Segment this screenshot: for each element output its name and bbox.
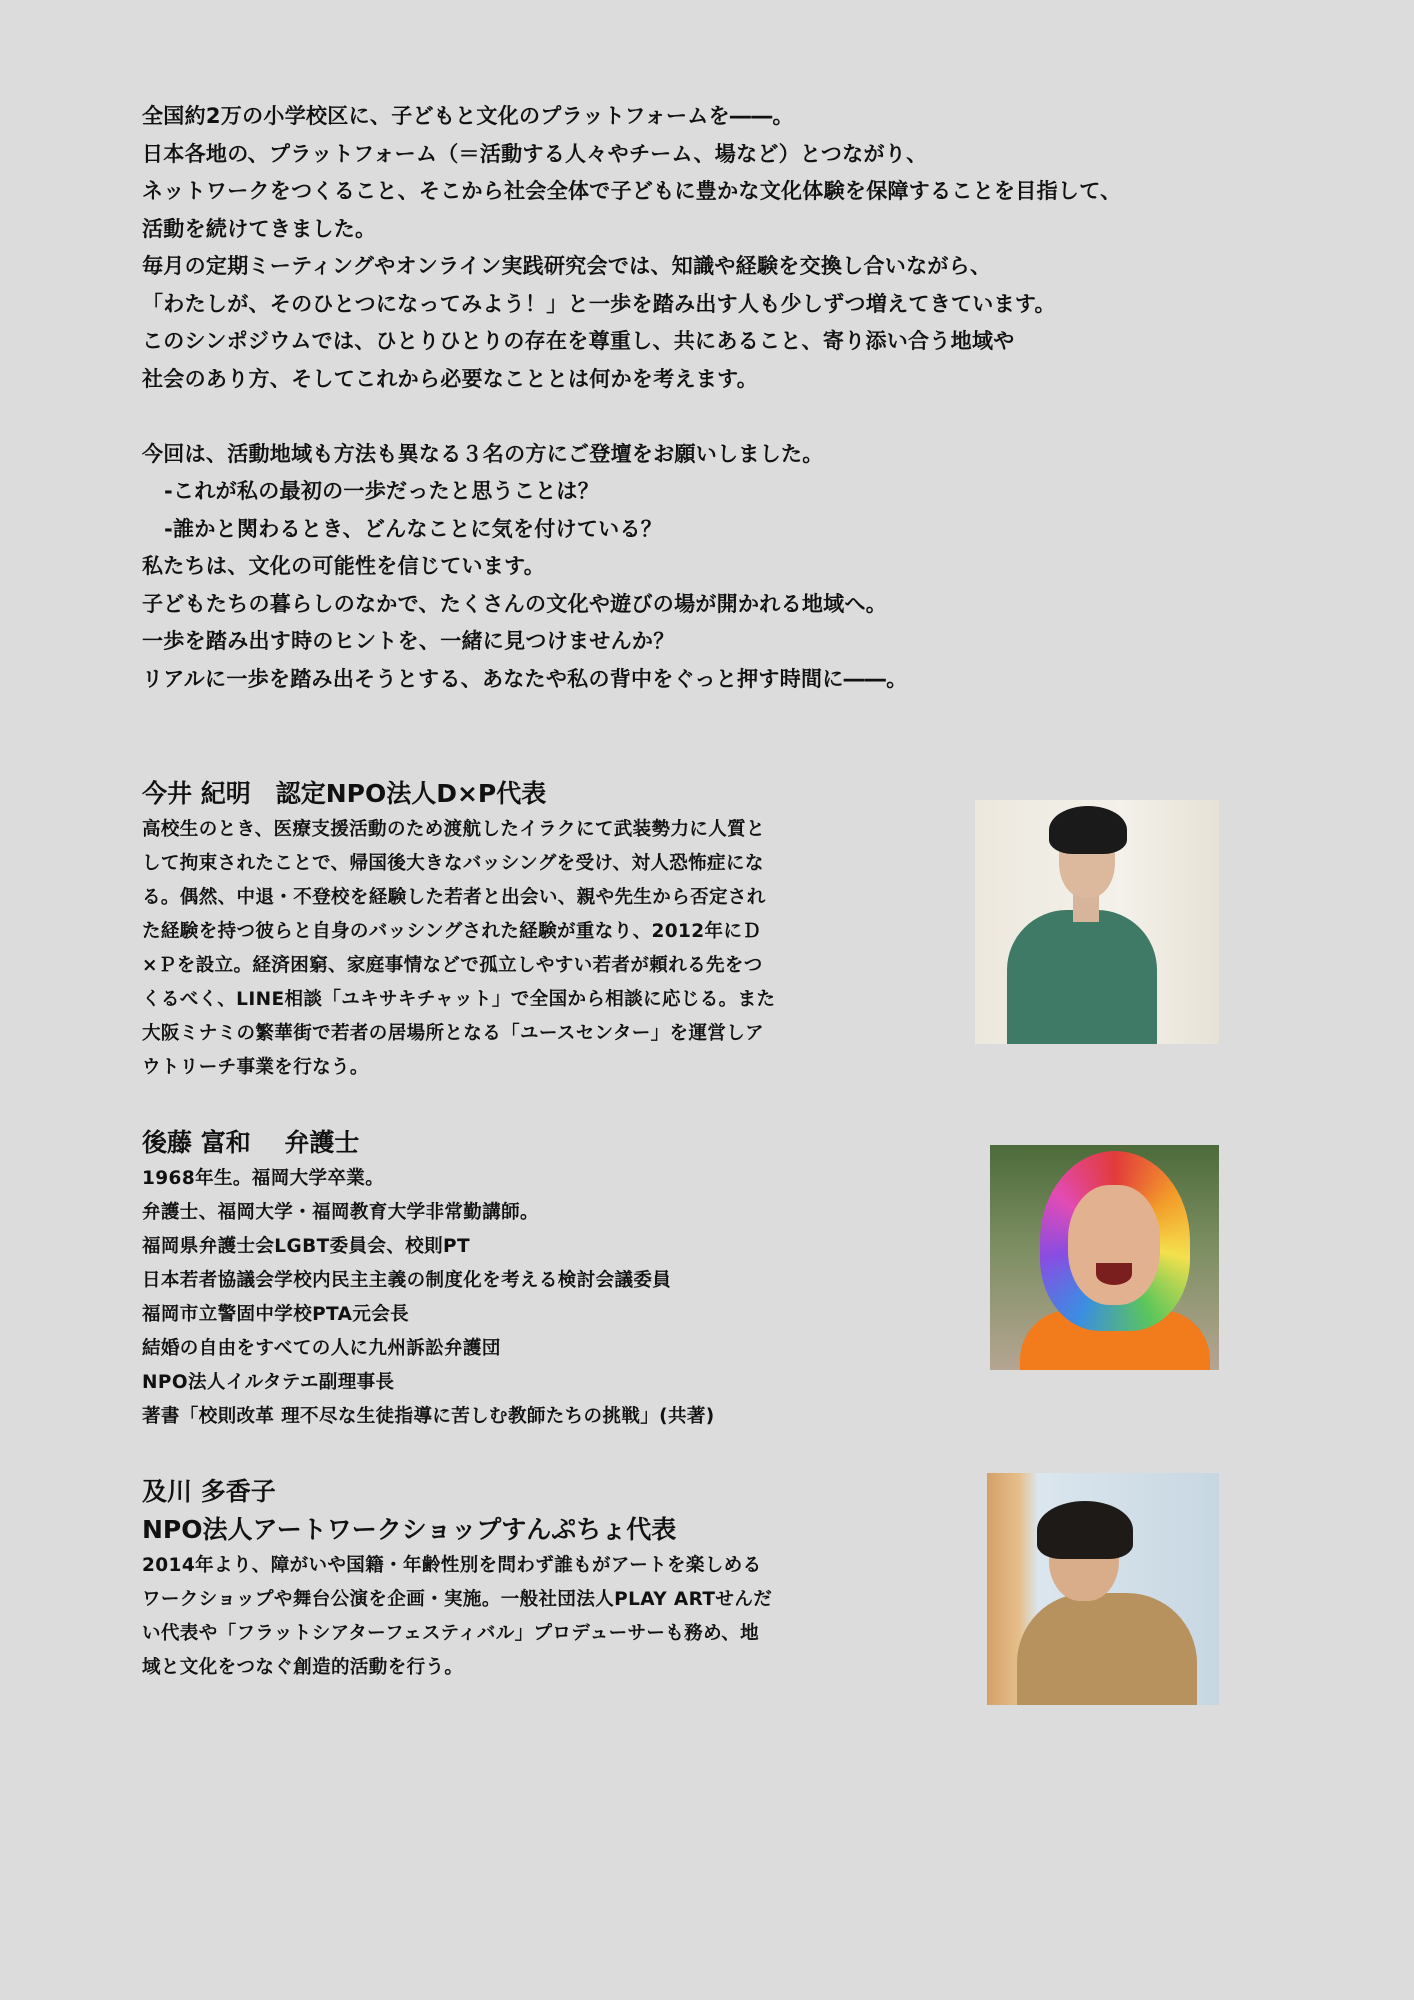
bio-line: た経験を持つ彼らと自身のバッシングされた経験が重なり、2012年にＤ xyxy=(142,921,762,942)
speaker-bio xyxy=(142,813,842,1085)
bio-line: 域と文化をつなぐ創造的活動を行う。 xyxy=(142,1657,464,1678)
speaker-bio xyxy=(142,1162,842,1434)
intro-question: -これが私の最初の一歩だったと思うことは？ xyxy=(164,479,600,503)
intro-line: このシンポジウムでは、ひとりひとりの存在を尊重し、共にあること、寄り添い合う地域や xyxy=(142,329,1015,353)
speaker-photo-oikawa xyxy=(987,1473,1219,1705)
intro-question: -誰かと関わるとき、どんなことに気を付けている？ xyxy=(164,516,663,541)
bio-line: 福岡県弁護士会LGBT委員会、校則PT xyxy=(142,1236,470,1257)
intro-line: 今回は、活動地域も方法も異なる３名の方にご登壇をお願いしました。 xyxy=(142,441,824,466)
bio-line: して拘束されたことで、帰国後大きなバッシングを受け、対人恐怖症にな xyxy=(142,853,764,874)
intro-line: 社会のあり方、そしてこれから必要なこととは何かを考えます。 xyxy=(142,366,759,391)
speaker-name: 及川 多香子 xyxy=(142,1477,276,1506)
intro-line: 活動を続けてきました。 xyxy=(142,216,377,241)
intro-text xyxy=(142,98,1302,698)
intro-line: 子どもたちの暮らしのなかで、たくさんの文化や遊びの場が開かれる地域へ。 xyxy=(142,591,888,616)
bio-line: くるべく、LINE相談「ユキサキチャット」で全国から相談に応じる。また xyxy=(142,989,776,1010)
bio-line: 結婚の自由をすべての人に九州訴訟弁護団 xyxy=(142,1338,501,1359)
bio-line: 日本若者協議会学校内民主主義の制度化を考える検討会議委員 xyxy=(142,1270,672,1291)
bio-line: ウトリーチ事業を行なう。 xyxy=(142,1057,369,1078)
bio-line: 福岡市立警固中学校PTA元会長 xyxy=(142,1304,410,1325)
bio-line: る。偶然、中退・不登校を経験した若者と出会い、親や先生から否定され xyxy=(142,887,766,908)
intro-line: ネットワークをつくること、そこから社会全体で子どもに豊かな文化体験を保障することを目指して、 xyxy=(142,179,1122,203)
bio-line: 著書「校則改革 理不尽な生徒指導に苦しむ教師たちの挑戦」(共著) xyxy=(142,1406,715,1427)
bio-line: 高校生のとき、医療支援活動のため渡航したイラクにて武装勢力に人質と xyxy=(142,819,765,840)
intro-line: 私たちは、文化の可能性を信じています。 xyxy=(142,554,546,578)
speaker-name: 後藤 富和 弁護士 xyxy=(142,1128,360,1157)
intro-line: 日本各地の、プラットフォーム（＝活動する人々やチーム、場など）とつながり、 xyxy=(142,141,928,166)
speaker-photo-goto xyxy=(990,1145,1219,1370)
bio-line: 弁護士、福岡大学・福岡教育大学非常勤講師。 xyxy=(142,1202,539,1223)
speaker-name: 今井 紀明 認定NPO法人D×P代表 xyxy=(142,779,547,808)
speaker-bio xyxy=(142,1549,842,1685)
speaker-photo-imai xyxy=(975,800,1219,1044)
intro-spacer xyxy=(142,398,1302,436)
intro-line: 毎月の定期ミーティングやオンライン実践研究会では、知識や経験を交換し合いながら、 xyxy=(142,254,992,278)
bio-line: 2014年より、障がいや国籍・年齢性別を問わず誰もがアートを楽しめる xyxy=(142,1555,762,1576)
bio-line: ×Ｐを設立。経済困窮、家庭事情などで孤立しやすい若者が頼れる先をつ xyxy=(142,955,763,976)
intro-line: 一歩を踏み出す時のヒントを、一緒に見つけませんか？ xyxy=(142,629,675,653)
bio-line: い代表や「フラットシアターフェスティバル」プロデューサーも務め、地 xyxy=(142,1623,760,1644)
speaker-title: NPO法人アートワークショップすんぷちょ代表 xyxy=(142,1515,677,1544)
bio-line: 大阪ミナミの繁華街で若者の居場所となる「ユースセンター」を運営しア xyxy=(142,1023,765,1044)
bio-line: NPO法人イルタテエ副理事長 xyxy=(142,1372,395,1393)
intro-line: 「わたしが、そのひとつになってみよう！」と一歩を踏み出す人も少しずつ増えてきています。 xyxy=(142,291,1056,316)
bio-line: 1968年生。福岡大学卒業。 xyxy=(142,1168,385,1189)
bio-line: ワークショップや舞台公演を企画・実施。一般社団法人PLAY ARTせんだ xyxy=(142,1589,773,1610)
intro-line: 全国約2万の小学校区に、子どもと文化のプラットフォームを――。 xyxy=(142,104,794,128)
intro-line: リアルに一歩を踏み出そうとする、あなたや私の背中をぐっと押す時間に――。 xyxy=(142,666,908,691)
